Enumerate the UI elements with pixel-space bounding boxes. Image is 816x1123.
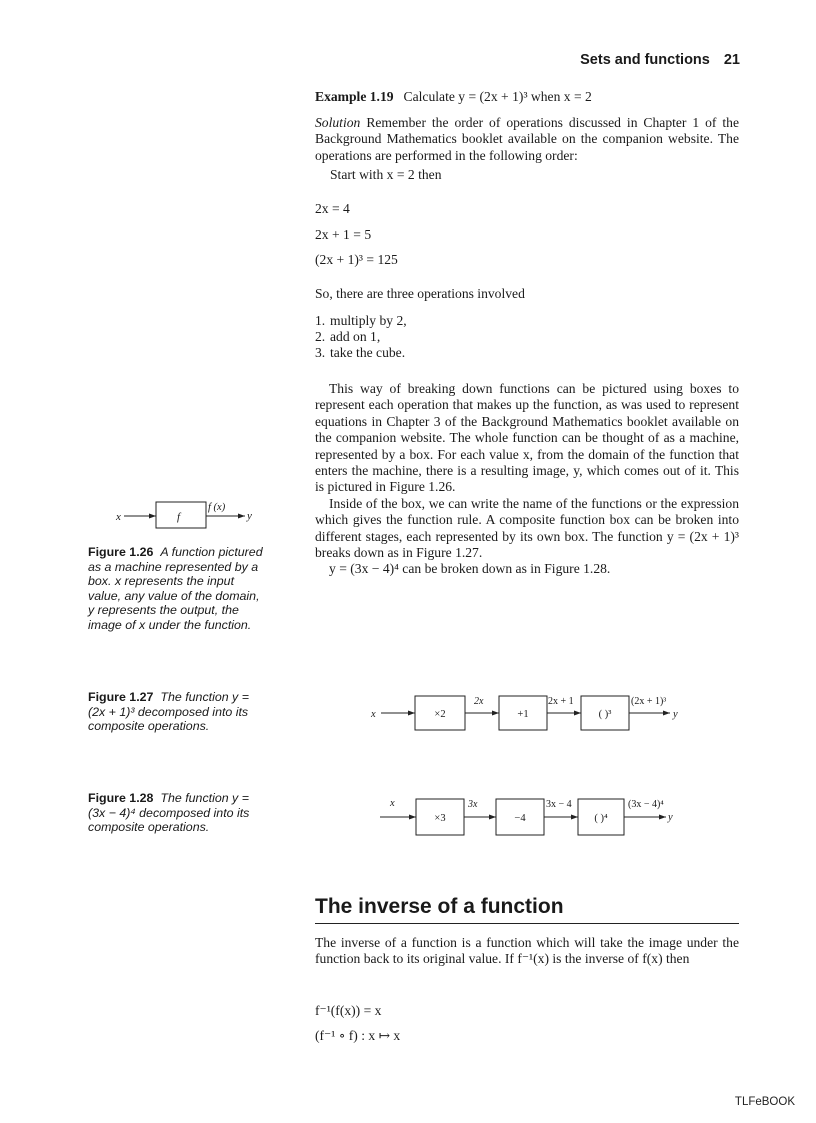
figure-caption-text: The function y = (2x + 1)³ decomposed into its composite operations. xyxy=(88,690,249,734)
list-number: 1. xyxy=(315,313,326,328)
inverse-equation: f⁻¹(f(x)) = x xyxy=(315,1003,382,1018)
figure-1-28-diagram xyxy=(376,793,696,845)
list-number: 3. xyxy=(315,345,326,360)
list-item xyxy=(315,329,380,345)
fig126-box xyxy=(156,502,206,528)
body-paragraphs xyxy=(315,381,739,578)
fig126-output-label: f (x) xyxy=(208,502,226,513)
operations-intro: So, there are three operations involved xyxy=(315,286,525,301)
fig127-arrowhead xyxy=(663,711,670,716)
figure-caption-text: The function y = (3x − 4)⁴ decomposed into its composite operations. xyxy=(88,791,250,835)
figure-label: Figure 1.26 xyxy=(88,545,154,559)
fig126-input: x xyxy=(116,511,121,523)
fig127-label: 2x xyxy=(474,696,484,707)
fig128-input: x xyxy=(390,798,395,809)
fig128-label: 3x xyxy=(468,799,478,810)
fig128-box-label: ×3 xyxy=(434,813,446,824)
list-item xyxy=(315,313,407,329)
figure-1-26-caption xyxy=(88,545,268,633)
figure-1-28-caption xyxy=(88,791,268,835)
fig127-input: x xyxy=(371,709,376,720)
paragraph: y = (3x − 4)⁴ can be broken down as in Figure 1.28. xyxy=(329,561,611,577)
inverse-paragraph: The inverse of a function is a function which will take the image under the function back to its original value. If f⁻¹(x) is the inverse of f(x) then xyxy=(315,935,739,967)
running-head xyxy=(540,52,740,68)
fig128-arrowhead xyxy=(571,815,578,820)
fig128-arrowhead xyxy=(659,815,666,820)
fig127-label: 2x + 1 xyxy=(548,696,574,707)
equation-line: 2x + 1 = 5 xyxy=(315,227,372,242)
solution-label: Solution xyxy=(315,115,361,130)
list-item xyxy=(315,345,405,361)
fig127-box-label: +1 xyxy=(517,709,529,720)
inverse-equation: (f⁻¹ ∘ f) : x ↦ x xyxy=(315,1028,401,1043)
solution-paragraph xyxy=(315,115,739,164)
list-text: take the cube. xyxy=(330,345,406,360)
fig128-box-label: −4 xyxy=(514,813,526,824)
watermark: TLFeBOOK xyxy=(734,1096,795,1108)
fig126-output: y xyxy=(247,510,252,522)
paragraph: Inside of the box, we can write the name of the functions or the expression which gives the function rule. A composite function box can be broken into different stages, each represented by its own box. The function y = (2x + 1)³ breaks down as in Figure 1.27. xyxy=(315,495,739,561)
fig128-arrowhead xyxy=(409,815,416,820)
solution-start-line: Start with x = 2 then xyxy=(330,167,442,182)
fig127-arrowhead xyxy=(492,711,499,716)
fig126-box-label: f xyxy=(177,511,181,523)
figure-caption-text: A function pictured as a machine represented by a box. x represents the input value, any value of the domain, y represents the output, the image of x under the function. xyxy=(88,545,263,632)
fig127-arrowhead xyxy=(408,711,415,716)
fig127-arrowhead xyxy=(574,711,581,716)
fig126-arrowhead xyxy=(149,514,156,519)
figure-label: Figure 1.28 xyxy=(88,791,154,805)
page-number: 21 xyxy=(723,52,740,68)
fig128-output: y xyxy=(668,812,673,823)
fig128-label: 3x − 4 xyxy=(546,799,572,810)
equation-line: 2x = 4 xyxy=(315,201,350,216)
list-text: add on 1, xyxy=(330,329,381,344)
list-text: multiply by 2, xyxy=(330,313,407,328)
figure-1-27-diagram xyxy=(365,690,695,740)
equation-line: (2x + 1)³ = 125 xyxy=(315,252,398,267)
fig128-box-label: ( )⁴ xyxy=(594,813,608,824)
paragraph: This way of breaking down functions can be pictured using boxes to represent each operation that makes up the function, as was used to represent equations in Chapter 3 of the Background Mathematics booklet available on the companion website. The whole function can be thought of as a machine, represented by a box. For each value x, from the domain of the function that enters the machine, there is a resulting image, y, which comes out of it. This is pictured in Figure 1.26. xyxy=(315,381,739,495)
fig127-label: (2x + 1)³ xyxy=(631,696,667,707)
solution-text: Remember the order of operations discussed in Chapter 1 of the Background Mathematics booklet available on the companion website. The operations are performed in the following order: xyxy=(315,115,739,163)
example-heading xyxy=(315,89,739,105)
fig127-box-label: ( )³ xyxy=(598,709,612,720)
example-label: Example 1.19 xyxy=(315,89,394,104)
list-number: 2. xyxy=(315,329,326,344)
running-head-title: Sets and functions xyxy=(580,52,710,68)
fig127-box-label: ×2 xyxy=(434,709,446,720)
figure-label: Figure 1.27 xyxy=(88,690,154,704)
figure-1-27-caption xyxy=(88,690,268,734)
example-text: Calculate y = (2x + 1)³ when x = 2 xyxy=(403,89,592,104)
fig126-arrowhead xyxy=(238,514,245,519)
fig128-arrowhead xyxy=(489,815,496,820)
section-title: The inverse of a function xyxy=(315,895,739,924)
figure-1-26-diagram xyxy=(108,496,268,534)
fig128-label: (3x − 4)⁴ xyxy=(628,799,664,810)
fig127-output: y xyxy=(673,709,678,720)
